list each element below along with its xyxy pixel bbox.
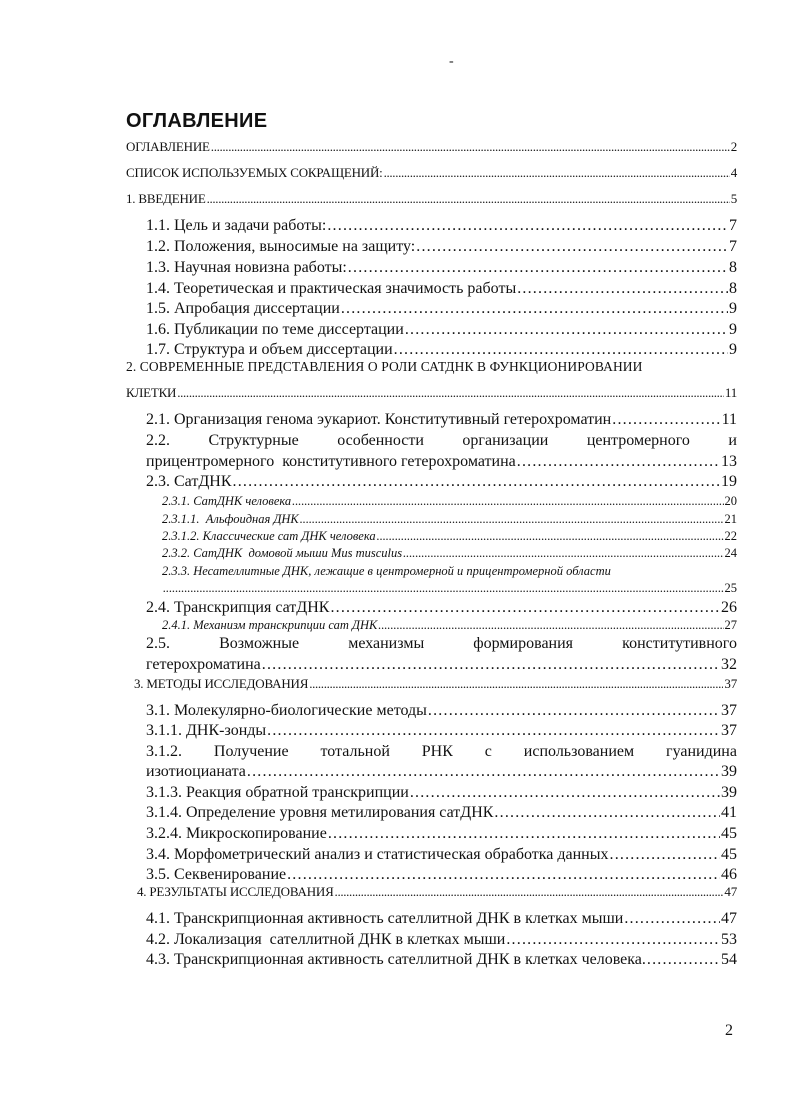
toc-leader: [410, 783, 720, 803]
toc-entry-page: 11: [721, 411, 737, 428]
toc-entry-page: 39: [721, 763, 737, 780]
toc-entry-page: 37: [721, 722, 737, 739]
toc-entry-text: СПИСОК ИСПОЛЬЗУЕМЫХ СОКРАЩЕНИЙ:: [126, 165, 383, 180]
toc-leader: [377, 528, 724, 544]
toc-entry-text: 4.1. Транскрипционная активность сателлитной ДНК в клетках мыши: [146, 910, 624, 927]
toc-leader: [262, 655, 720, 675]
toc-leader: [494, 803, 720, 823]
toc-entry-page: 41: [721, 804, 737, 821]
toc-entry-text: прицентромерного конститутивного гетерохроматина: [146, 453, 516, 470]
toc-entry-text-line1[interactable]: [146, 742, 737, 762]
toc-leader: [309, 675, 723, 693]
toc-entry[interactable]: [146, 655, 737, 675]
toc-entry-text: 3.2.4. Микроскопирование: [146, 825, 327, 842]
toc-entry-text: гетерохроматина: [146, 656, 261, 673]
toc-leader: [624, 909, 720, 929]
toc-entry-text: 2.3.1.2. Классические сат ДНК человека: [162, 529, 376, 543]
toc-word: механизмы: [348, 635, 425, 652]
toc-entry-page: 39: [721, 784, 737, 801]
toc-entry-text: 3.1. Молекулярно-биологические методы: [146, 702, 427, 719]
toc-leader: [328, 824, 720, 844]
toc-entry[interactable]: [146, 930, 737, 950]
toc-entry[interactable]: [134, 675, 737, 693]
toc-word: 2.2.: [146, 432, 170, 449]
toc-entry-page: 2: [730, 139, 737, 154]
toc-entry-text: 4.2. Локализация сателлитной ДНК в клетках мыши: [146, 931, 506, 948]
toc-leader: [177, 384, 724, 402]
toc-entry[interactable]: [146, 258, 737, 278]
page-title: ОГЛАВЛЕНИЕ: [126, 110, 268, 132]
toc-word: Возможные: [219, 635, 300, 652]
toc-entry-page: 32: [721, 656, 737, 673]
toc-entry-page: 20: [724, 494, 737, 508]
scan-mark: -: [449, 54, 454, 69]
toc-word: организации: [462, 432, 549, 449]
toc-entry-text: 2.3.2. СатДНК домовой мыши Mus musculus: [162, 546, 403, 560]
toc-leader: [327, 216, 728, 236]
toc-word: тотальной: [320, 743, 390, 760]
toc-leader: [207, 190, 730, 208]
toc-entry-page: 24: [724, 546, 737, 560]
toc-entry-text: 2.3.1.1. Альфоидная ДНК: [162, 512, 299, 526]
toc-entry-text: 3. МЕТОДЫ ИССЛЕДОВАНИЯ: [134, 676, 309, 691]
toc-entry-page: 9: [729, 341, 737, 358]
toc-entry[interactable]: [146, 410, 737, 430]
toc-entry-page: 11: [724, 385, 737, 400]
toc-leader: [405, 320, 728, 340]
toc-leader: [416, 237, 728, 257]
toc-leader: [287, 865, 720, 885]
toc-word: формирования: [473, 635, 574, 652]
toc-entry[interactable]: [126, 384, 737, 402]
toc-entry-page: 8: [729, 280, 737, 297]
toc-entry-page: 47: [721, 910, 737, 927]
toc-entry[interactable]: [146, 472, 737, 492]
toc-entry-text-line1[interactable]: [146, 431, 737, 451]
toc-entry-text: изотиоцианата: [146, 763, 246, 780]
toc-entry-page: 26: [721, 599, 737, 616]
toc-entry[interactable]: [146, 299, 737, 319]
toc-entry-page: 21: [724, 512, 737, 526]
toc-entry[interactable]: [146, 824, 737, 844]
toc-leader: [341, 299, 728, 319]
toc-entry[interactable]: [146, 452, 737, 472]
page-number: 2: [725, 1022, 733, 1039]
toc-entry-page: 45: [721, 846, 737, 863]
toc-entry-text: 1. ВВЕДЕНИЕ: [126, 191, 206, 206]
toc-entry[interactable]: [146, 865, 737, 885]
toc-entry[interactable]: [146, 721, 737, 741]
toc-entry[interactable]: [146, 762, 737, 782]
toc-leader: [517, 279, 728, 299]
toc-word: центромерного: [586, 432, 690, 449]
toc-entry-text: 3.4. Морфометрический анализ и статистическая обработка данных: [146, 846, 609, 863]
toc-word: РНК: [421, 743, 453, 760]
toc-entry[interactable]: [162, 528, 737, 544]
toc-entry-page: 9: [729, 300, 737, 317]
toc-entry-text: КЛЕТКИ: [126, 385, 177, 400]
toc-word: Получение: [213, 743, 289, 760]
toc-leader: [378, 617, 723, 633]
toc-entry-page: 37: [721, 702, 737, 719]
toc-entry-text: 1.7. Структура и объем диссертации: [146, 341, 393, 358]
toc-word: конститутивного: [622, 635, 737, 652]
toc-leader: [348, 258, 728, 278]
toc-entry-text: 4. РЕЗУЛЬТАТЫ ИССЛЕДОВАНИЯ: [137, 884, 334, 899]
toc-entry[interactable]: [126, 138, 737, 156]
toc-leader: [403, 545, 723, 561]
toc-entry-page: 9: [729, 321, 737, 338]
toc-entry-text: 2.4.1. Механизм транскрипции сат ДНК: [162, 618, 378, 632]
toc-leader: [610, 845, 721, 865]
toc-entry[interactable]: [146, 320, 737, 340]
toc-entry-page: 5: [730, 191, 737, 206]
toc-entry-page: 54: [721, 951, 737, 968]
toc-entry-page: 47: [724, 884, 737, 899]
toc-leader: [612, 410, 720, 430]
toc-entry[interactable]: [162, 493, 737, 509]
toc-entry-text: 1.2. Положения, выносимые на защиту:: [146, 238, 416, 255]
toc-entry-text: 1.4. Теоретическая и практическая значимость работы: [146, 280, 517, 297]
toc-leader: [384, 164, 730, 182]
toc-entry-text-line1[interactable]: [146, 634, 737, 654]
toc-word: 2.5.: [146, 635, 170, 652]
toc-word: Структурные: [208, 432, 299, 449]
toc-entry[interactable]: [162, 545, 737, 561]
toc-entry-text: 1.5. Апробация диссертации: [146, 300, 340, 317]
toc-entry-page: 7: [729, 217, 737, 234]
toc-entry[interactable]: [146, 598, 737, 618]
toc-leader: [428, 701, 720, 721]
toc-entry-text: 2.1. Организация генома эукариот. Конститутивный гетерохроматин: [146, 411, 612, 428]
toc-entry-text: 3.1.3. Реакция обратной транскрипции: [146, 784, 409, 801]
toc-leader: [330, 598, 720, 618]
toc-entry-page: 27: [724, 618, 737, 632]
toc-entry-text: 2.3. СатДНК: [146, 473, 232, 490]
toc-entry-text: 1.3. Научная новизна работы:: [146, 259, 347, 276]
toc-leader: [247, 762, 720, 782]
toc-entry[interactable]: [137, 883, 737, 901]
toc-entry[interactable]: [126, 190, 737, 208]
toc-leader: [647, 950, 720, 970]
toc-entry-text: 1.6. Публикации по теме диссертации: [146, 321, 404, 338]
toc-entry-page: 4: [730, 165, 737, 180]
toc-entry-text-line1[interactable]: 2. СОВРЕМЕННЫЕ ПРЕДСТАВЛЕНИЯ О РОЛИ САТДНК В ФУНКЦИОНИРОВАНИИ: [126, 359, 643, 374]
toc-leader: [394, 340, 728, 360]
toc-word: особенности: [337, 432, 424, 449]
toc-entry-page: 7: [729, 238, 737, 255]
toc-entry[interactable]: [146, 279, 737, 299]
toc-entry[interactable]: [146, 216, 737, 236]
toc-entry-text: 2.3.1. СатДНК человека: [162, 494, 292, 508]
toc-entry-text: 1.1. Цель и задачи работы:: [146, 217, 327, 234]
toc-leader: [211, 138, 730, 156]
toc-entry[interactable]: [146, 845, 737, 865]
toc-entry-page: 13: [721, 453, 737, 470]
toc-entry[interactable]: [162, 617, 737, 633]
toc-leader: [517, 452, 720, 472]
toc-leader: [267, 721, 720, 741]
toc-entry[interactable]: [162, 580, 737, 596]
toc-entry[interactable]: [162, 511, 737, 527]
toc-entry-text: ОГЛАВЛЕНИЕ: [126, 139, 210, 154]
toc-entry[interactable]: [146, 909, 737, 929]
toc-entry-text: 2.4. Транскрипция сатДНК: [146, 599, 330, 616]
toc-leader: [292, 493, 723, 509]
toc-entry-text: 4.3. Транскрипционная активность сателлитной ДНК в клетках человека.: [146, 951, 646, 968]
toc-entry[interactable]: [146, 783, 737, 803]
toc-word: 3.1.2.: [146, 743, 182, 760]
toc-entry-page: 45: [721, 825, 737, 842]
toc-entry[interactable]: [146, 237, 737, 257]
toc-entry[interactable]: [146, 340, 737, 360]
toc-entry[interactable]: [146, 803, 737, 823]
toc-entry-page: 37: [724, 676, 737, 691]
toc-leader: [163, 580, 724, 596]
toc-entry-page: 25: [724, 581, 737, 595]
toc-leader: [233, 472, 721, 492]
toc-entry-text: 3.1.1. ДНК-зонды: [146, 722, 267, 739]
toc-entry[interactable]: [126, 164, 737, 182]
toc-leader: [506, 930, 720, 950]
toc-word: использованием: [523, 743, 635, 760]
toc-entry-text: 3.1.4. Определение уровня метилирования сатДНК: [146, 804, 494, 821]
toc-word: гуанидина: [666, 743, 737, 760]
toc-entry[interactable]: [146, 950, 737, 970]
toc-entry-text: 3.5. Секвенирование: [146, 866, 287, 883]
toc-entry[interactable]: [146, 701, 737, 721]
toc-leader: [300, 511, 724, 527]
toc-entry-page: 22: [724, 529, 737, 543]
toc-entry-page: 19: [721, 473, 737, 490]
toc-word: с: [484, 743, 492, 760]
toc-entry-page: 8: [729, 259, 737, 276]
toc-entry-page: 53: [721, 931, 737, 948]
toc-entry-text-line1[interactable]: 2.3.3. Несателлитные ДНК, лежащие в центромерной и прицентромерной области: [162, 564, 611, 578]
toc-leader: [335, 883, 724, 901]
toc-word: и: [728, 432, 737, 449]
toc-entry-page: 46: [721, 866, 737, 883]
